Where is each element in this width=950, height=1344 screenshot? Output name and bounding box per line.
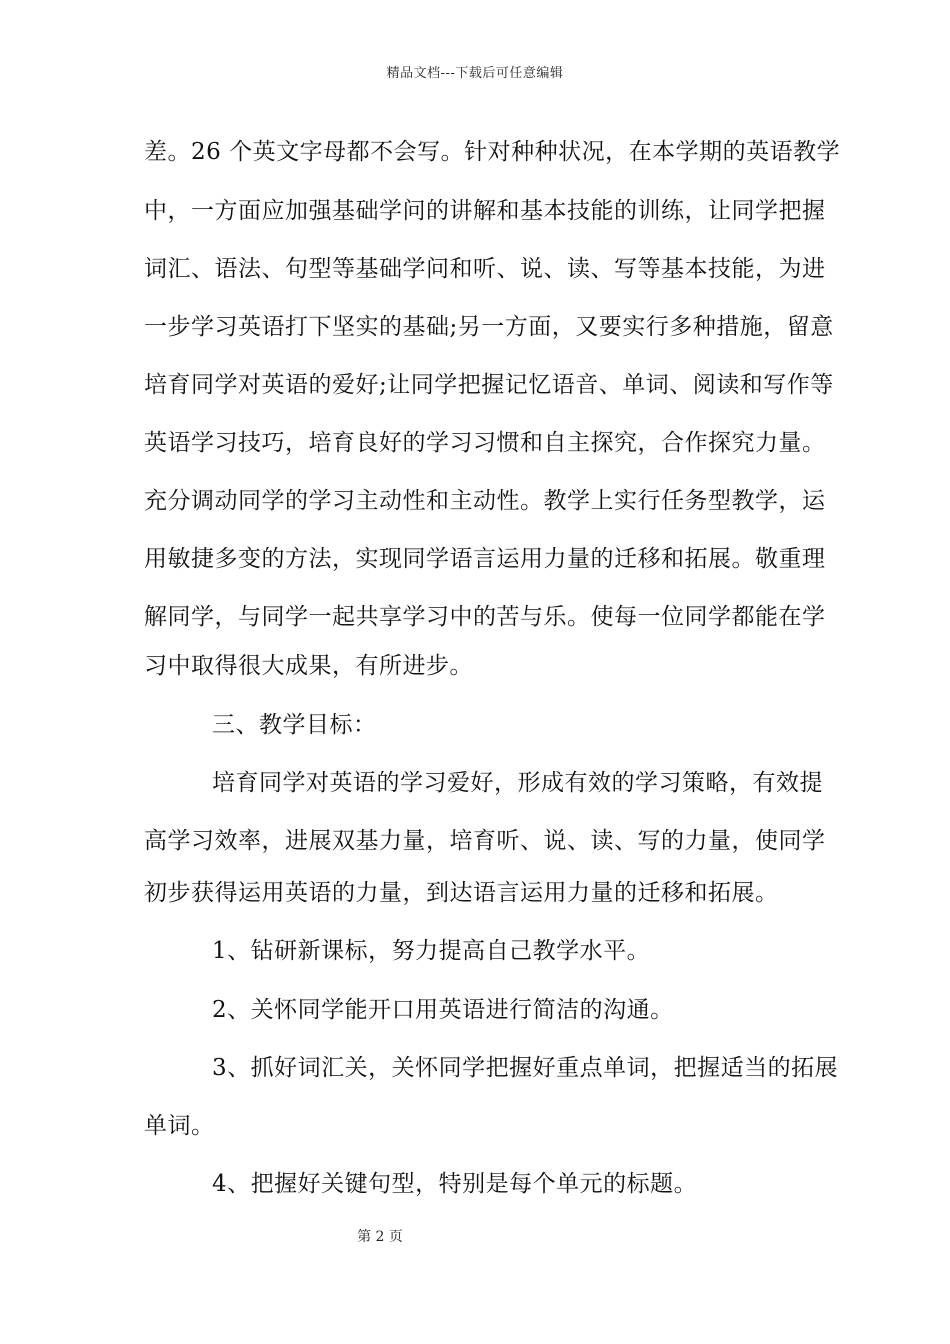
body-line-5: 培育同学对英语的爱好;让同学把握记忆语音、单词、阅读和写作等 (144, 372, 834, 398)
body-line-6: 英语学习技巧，培育良好的学习习惯和自主探究，合作探究力量。 (144, 430, 826, 456)
body-line-10: 习中取得很大成果，有所进步。 (144, 653, 473, 679)
body-line-8: 用敏捷多变的方法，实现同学语言运用力量的迁移和拓展。敬重理 (144, 546, 826, 572)
body-line-11: 培育同学对英语的学习爱好，形成有效的学习策略，有效提 (212, 770, 823, 796)
body-line-9: 解同学，与同学一起共享学习中的苦与乐。使每一位同学都能在学 (144, 604, 826, 630)
body-line-4: 一步学习英语打下坚实的基础;另一方面，又要实行多种措施，留意 (144, 314, 834, 340)
list-item-4: 4、把握好关键句型，特别是每个单元的标题。 (212, 1171, 698, 1197)
body-line-1: 差。26 个英文字母都不会写。针对种种状况，在本学期的英语教学 (144, 139, 841, 165)
body-line-2: 中，一方面应加强基础学问的讲解和基本技能的训练，让同学把握 (144, 198, 826, 224)
list-item-3-continued: 单词。 (144, 1113, 215, 1139)
page-number: 第 2 页 (357, 1229, 403, 1245)
body-line-12: 高学习效率，进展双基力量，培育听、说、读、写的力量，使同学 (144, 828, 826, 854)
body-line-7: 充分调动同学的学习主动性和主动性。教学上实行任务型教学，运 (144, 488, 826, 514)
body-line-13: 初步获得运用英语的力量，到达语言运用力量的迁移和拓展。 (144, 880, 779, 906)
body-line-3: 词汇、语法、句型等基础学问和听、说、读、写等基本技能，为进 (144, 256, 826, 282)
list-item-3: 3、抓好词汇关，关怀同学把握好重点单词，把握适当的拓展 (212, 1055, 839, 1081)
list-item-2: 2、关怀同学能开口用英语进行简洁的沟通。 (212, 997, 674, 1023)
section-heading: 三、教学目标： (212, 712, 377, 738)
page-header: 精品文档---下载后可任意编辑 (386, 66, 564, 81)
list-item-1: 1、钻研新课标，努力提高自己教学水平。 (212, 938, 651, 964)
